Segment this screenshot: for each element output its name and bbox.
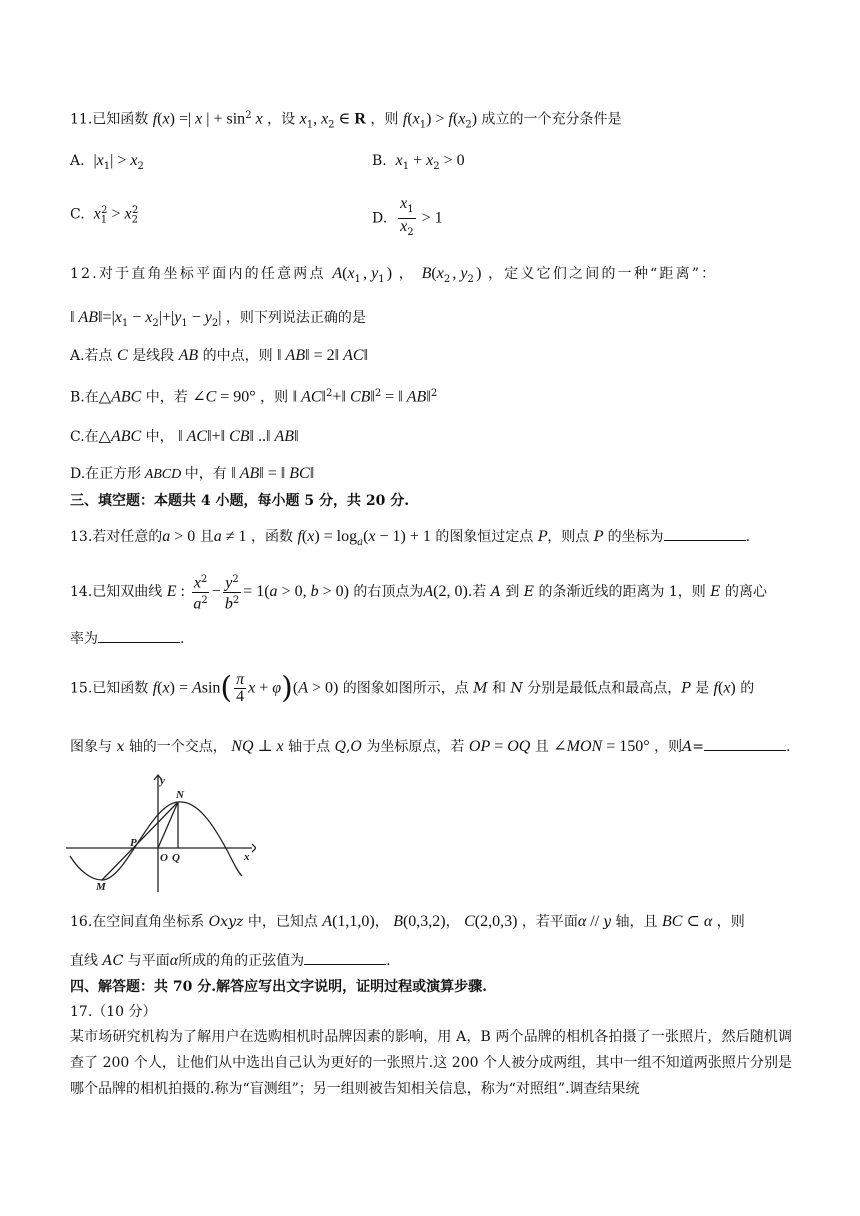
q15: 15.已知函数 f(x) = Asin( $\frac{\pi}{4}$ x + φ)(A > 0) 的图象如图所示，点 M 和 N 分别是最低点和最高点，P 是 f(x) 的 [70, 670, 755, 706]
label-m: M [96, 881, 106, 893]
q13: 13.若对任意的a > 0 且a ≠ 1 ，函数 $f(x) = \log_a(x - 1) + 1$ 的图象恒过定点 P，则点 P 的坐标为 . [70, 528, 751, 548]
q13-answer-blank[interactable] [664, 526, 746, 541]
q14-answer-blank[interactable] [98, 628, 180, 643]
segment-mn [102, 802, 178, 880]
q12-stem: 12.对于直角坐标平面内的任意两点 $A(x_1$, $y_1$) ， $B(x_2$, $y_2$) ，定义它们之间的一种“距离”： [70, 265, 718, 285]
label-p: P [130, 837, 137, 849]
q16-answer-blank[interactable] [304, 950, 386, 965]
section-4-heading: 四、解答题：共 70 分.解答应写出文字说明，证明过程或演算步骤. [70, 979, 487, 995]
q17-body: 某市场研究机构为了解用户在选购相机时品牌因素的影响，用 A，B 两个品牌的相机各拍摄了一张照片，然后随机调查了 200 个人，让他们从中选出自己认为更好的一张照片.这 200 个人被分成两组，其中一组不知道两张照片分别是哪个品牌的相机拍摄的.称为“盲测组”；另一组则被告知相关信息，称为“对照组”.调查结果统 [70, 1029, 792, 1097]
q12-option-c: C.在△ABC 中， ‖ AC‖+‖ CB‖ ..‖ AB‖ [70, 428, 299, 445]
q11-option-a: A. $|x_1| > x_2$ [70, 152, 144, 172]
q15-line2: 图象与 x 轴的一个交点， NQ ⊥ x 轴于点 Q,O 为坐标原点，若 OP = OQ 且 ∠MON = 150° ，则A= . [70, 738, 791, 755]
x-axis-arrow-icon [252, 844, 256, 852]
q11-stem-text: 11.已知函数 [70, 111, 149, 128]
label-q: Q [172, 852, 180, 864]
y-axis-label: y [160, 775, 165, 787]
q11-option-c: C. $x_1^2 > x_2^2$ [70, 205, 139, 226]
q11-option-d: D. $\frac{x_1}{x_2}$ > 1 [372, 195, 443, 238]
q15-sine-graph [66, 772, 256, 896]
q16: 16.在空间直角坐标系 Oxyz 中，已知点 A(1,1,0)， B(0,3,2)， C(2,0,3) ，若平面α // y 轴，且 BC ⊂ α ，则 [70, 913, 745, 930]
label-o: O [160, 852, 168, 864]
sine-curve [70, 802, 242, 880]
q11-option-b: B. $x_1 + x_2 > 0$ [372, 152, 465, 172]
q12-option-a: A.若点 C 是线段 AB 的中点，则 ‖ AB‖ = 2‖ AC‖ [70, 347, 369, 364]
q12-option-d: D.在正方形 ABCD 中，有 ‖ AB‖ = ‖ BC‖ [70, 465, 315, 482]
q12-distance-def: ‖ $AB‖=|x_1 - x_2|+|y_1 - y_2|$ ，则下列说法正确的是 [70, 309, 366, 329]
section-3-heading: 三、填空题：本题共 4 小题，每小题 5 分，共 20 分. [70, 493, 410, 509]
q17-heading: 17.（10 分） [70, 1004, 157, 1020]
q11-function: f [152, 110, 158, 128]
q14-line2: 率为 . [70, 628, 184, 649]
q14: 14.已知双曲线 E : $\frac{x^2}{a^2}$ − $\frac{y^2}{b^2}$ = 1(a > 0, b > 0) 的右顶点为A(2, 0).若 A 到 E 的条渐近线的距离为 1，则 E 的离心 [70, 574, 767, 613]
segment-on [158, 802, 178, 848]
q15-answer-blank[interactable] [704, 736, 786, 751]
q16-line2: 直线 AC 与平面α所成的角的正弦值为 . [70, 952, 391, 969]
q11-stem: 11.已知函数 f(x) =| x | + $\sin^2 x$ ，设 $x_1$, $x_2$ ∈ R ，则 $f(x_1) > f(x_2)$ 成立的一个充分条件是 [70, 110, 622, 131]
x-axis-label: x [244, 851, 250, 863]
q12-option-b: B.在△ABC 中，若 ∠C = 90° ，则 ‖ AC‖$^2$+‖ CB‖$^2$ = ‖ AB‖$^2$ [70, 388, 438, 406]
label-n: N [176, 789, 184, 801]
